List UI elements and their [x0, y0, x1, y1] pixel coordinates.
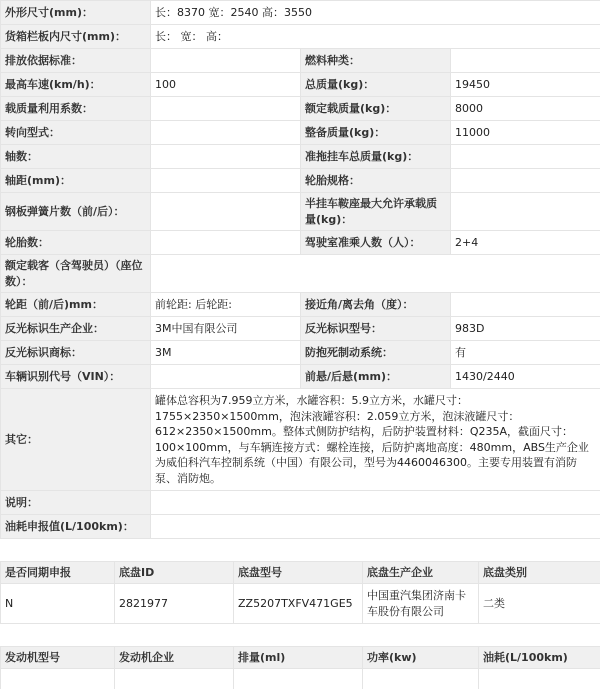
max-speed-value: 100	[151, 73, 301, 97]
chassis-model-value: ZZ5207TXFV471GE5	[234, 584, 363, 624]
engine-fuel-value	[479, 669, 600, 689]
reflector-maker-value: 3M中国有限公司	[151, 317, 301, 341]
cab-occupancy-value: 2+4	[451, 231, 600, 255]
engine-header-maker: 发动机企业	[115, 647, 234, 669]
fuel-type-label: 燃料种类：	[301, 49, 451, 73]
engine-maker-value	[115, 669, 234, 689]
overhang-label: 前悬/后悬(mm)：	[301, 365, 451, 389]
steering-label: 转向型式：	[1, 121, 151, 145]
remark-value	[151, 491, 600, 515]
reflector-model-label: 反光标识型号：	[301, 317, 451, 341]
passengers-value	[151, 255, 600, 293]
tire-count-value	[151, 231, 301, 255]
reflector-brand-value: 3M	[151, 341, 301, 365]
chassis-header-model: 底盘型号	[234, 562, 363, 584]
wheelbase-value	[151, 169, 301, 193]
chassis-header-sync: 是否同期申报	[1, 562, 115, 584]
saddle-load-label: 半挂车鞍座最大允许承载质量(kg)：	[301, 193, 451, 231]
axles-value	[151, 145, 301, 169]
leaf-spring-label: 钢板弹簧片数（前/后）：	[1, 193, 151, 231]
chassis-header-maker: 底盘生产企业	[363, 562, 479, 584]
reflector-brand-label: 反光标识商标：	[1, 341, 151, 365]
cargo-dims-label: 货箱栏板内尺寸(mm)：	[1, 25, 151, 49]
fuel-report-value	[151, 515, 600, 539]
chassis-table	[0, 561, 600, 624]
emission-label: 排放依据标准：	[1, 49, 151, 73]
engine-header-fuel: 油耗(L/100km)	[479, 647, 600, 669]
max-speed-label: 最高车速(km/h)：	[1, 73, 151, 97]
axles-label: 轴数：	[1, 145, 151, 169]
dims-label: 外形尺寸(mm)：	[1, 1, 151, 25]
reflector-maker-label: 反光标识生产企业：	[1, 317, 151, 341]
engine-power-value	[363, 669, 479, 689]
chassis-header-id: 底盘ID	[115, 562, 234, 584]
cab-occupancy-label: 驾驶室准乘人数（人）：	[301, 231, 451, 255]
trailer-mass-value	[451, 145, 600, 169]
engine-header-displacement: 排量(ml)	[234, 647, 363, 669]
total-mass-label: 总质量(kg)：	[301, 73, 451, 97]
other-label: 其它：	[1, 389, 151, 491]
chassis-header-class: 底盘类别	[479, 562, 600, 584]
track-value: 前轮距: 后轮距:	[151, 293, 301, 317]
total-mass-value: 19450	[451, 73, 600, 97]
fuel-report-label: 油耗申报值(L/100km)：	[1, 515, 151, 539]
vin-label: 车辆识别代号（VIN）：	[1, 365, 151, 389]
load-util-value	[151, 97, 301, 121]
emission-value	[151, 49, 301, 73]
approach-angle-label: 接近角/离去角（度）：	[301, 293, 451, 317]
fuel-type-value	[451, 49, 600, 73]
tire-spec-label: 轮胎规格：	[301, 169, 451, 193]
tire-spec-value	[451, 169, 600, 193]
approach-angle-value	[451, 293, 600, 317]
rated-load-value: 8000	[451, 97, 600, 121]
curb-mass-value: 11000	[451, 121, 600, 145]
leaf-spring-value	[151, 193, 301, 231]
rated-load-label: 额定载质量(kg)：	[301, 97, 451, 121]
chassis-maker-value: 中国重汽集团济南卡车股份有限公司	[363, 584, 479, 624]
remark-label: 说明：	[1, 491, 151, 515]
overhang-value: 1430/2440	[451, 365, 600, 389]
trailer-mass-label: 准拖挂车总质量(kg)：	[301, 145, 451, 169]
chassis-id-value: 2821977	[115, 584, 234, 624]
dims-value: 长：8370 宽：2540 高：3550	[151, 1, 600, 25]
engine-model-value	[1, 669, 115, 689]
chassis-sync-value: N	[1, 584, 115, 624]
steering-value	[151, 121, 301, 145]
vin-value	[151, 365, 301, 389]
passengers-label: 额定载客（含驾驶员）（座位数）：	[1, 255, 151, 293]
abs-value: 有	[451, 341, 600, 365]
reflector-model-value: 983D	[451, 317, 600, 341]
tire-count-label: 轮胎数：	[1, 231, 151, 255]
engine-header-model: 发动机型号	[1, 647, 115, 669]
cargo-dims-value: 长： 宽： 高：	[151, 25, 600, 49]
load-util-label: 载质量利用系数：	[1, 97, 151, 121]
track-label: 轮距（前/后)mm：	[1, 293, 151, 317]
engine-header-power: 功率(kw)	[363, 647, 479, 669]
section-gap	[0, 624, 600, 646]
saddle-load-value	[451, 193, 600, 231]
wheelbase-label: 轴距(mm)：	[1, 169, 151, 193]
engine-displacement-value	[234, 669, 363, 689]
section-gap	[0, 539, 600, 561]
abs-label: 防抱死制动系统：	[301, 341, 451, 365]
curb-mass-label: 整备质量(kg)：	[301, 121, 451, 145]
engine-table	[0, 646, 600, 689]
chassis-class-value: 二类	[479, 584, 600, 624]
other-value: 罐体总容积为7.959立方米，水罐容积：5.9立方米，水罐尺寸：1755×2350×1500mm，泡沫液罐容积：2.059立方米，泡沫液罐尺寸：612×2350×1500mm。整体式侧防护结构，后防护装置材料：Q235A，截面尺寸：100×100mm，与车辆连接方式：螺栓连接，后防护离地高度：480mm，ABS生产企业为威伯科汽车控制系统（中国）有限公司，型号为4460046300。主要专用装置有消防泵、消防炮。	[151, 389, 600, 491]
